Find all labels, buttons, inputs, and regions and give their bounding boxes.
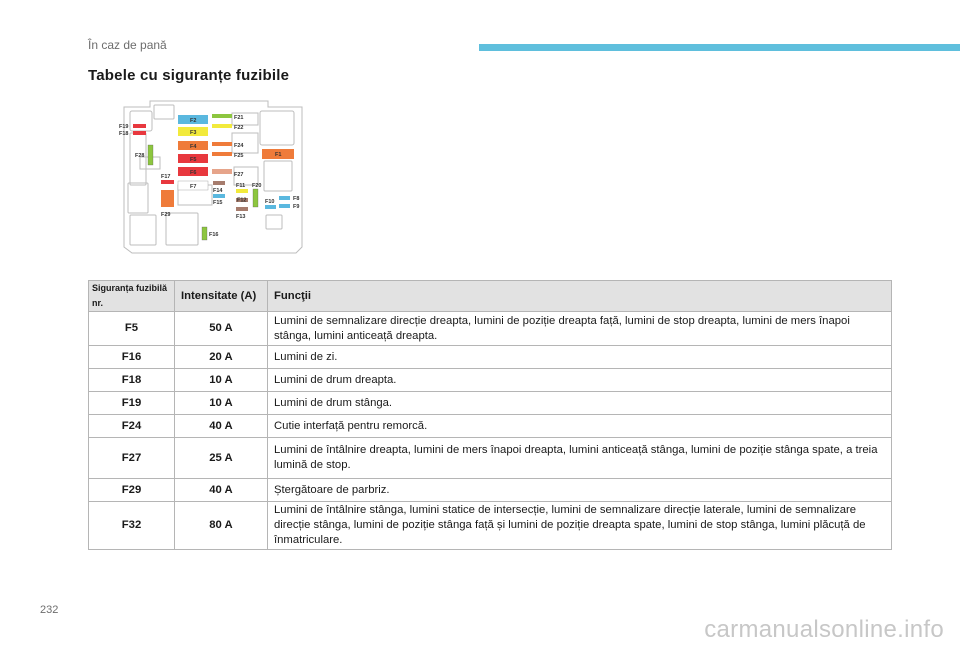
fuse-f10: [265, 205, 276, 209]
fuse-number: F5: [89, 312, 175, 346]
fuse-function: Lumini de întâlnire stânga, lumini statice de intersecție, lumini de semnalizare direcție laterale, lumini de semnalizare direcție stânga, lumini de poziție stânga față și lumini de poziție dreapta spate, lumini de stop stânga, lumini plăcuță de înmatriculare.: [268, 502, 892, 550]
fuse-number: F24: [89, 415, 175, 438]
label-f12: F12: [237, 197, 247, 204]
table-row: [89, 438, 892, 479]
housing-slot: [154, 105, 174, 119]
table-row: [89, 415, 892, 438]
housing-slot: [266, 215, 282, 229]
label-f7: F7: [190, 184, 197, 190]
label-f29: F29: [161, 212, 171, 218]
table-row: [89, 479, 892, 502]
fuse-f15: [213, 194, 225, 198]
label-f4: F4: [190, 144, 197, 150]
label-f19: F19: [119, 124, 129, 130]
fuse-amperage: 40 A: [175, 479, 268, 502]
fuse-function: Lumini de drum stânga.: [268, 392, 892, 415]
label-f27: F27: [234, 172, 244, 178]
label-f8: F8: [293, 196, 300, 202]
fuse-f8: [279, 196, 290, 200]
page-header-title: În caz de pană: [88, 38, 167, 52]
label-f10: F10: [265, 199, 275, 205]
fuse-f18: [133, 131, 146, 135]
fuse-amperage: 40 A: [175, 415, 268, 438]
fuse-table: [88, 280, 892, 550]
fuse-function: Lumini de semnalizare direcție dreapta, lumini de poziție dreapta față, lumini de stop dreapta, lumini de mers înapoi stânga, lumini anticeață dreapta.: [268, 312, 892, 346]
fuse-function: Lumini de întâlnire dreapta, lumini de mers înapoi dreapta, lumini anticeață stânga, lumini de poziție stânga spate, a treia lumină de stop.: [268, 438, 892, 479]
fuse-f24: [212, 142, 232, 146]
label-f21: F21: [234, 115, 244, 121]
fuse-function: Lumini de zi.: [268, 346, 892, 369]
fuse-f16: [202, 227, 207, 240]
fuse-f28: [148, 145, 153, 165]
label-f18: F18: [119, 131, 129, 137]
fuse-number: F16: [89, 346, 175, 369]
fuse-box-outline: [124, 101, 302, 253]
label-f11: F11: [236, 183, 246, 189]
fuse-f29: [161, 190, 174, 207]
fuse-f21: [212, 114, 232, 118]
label-f5: F5: [190, 157, 197, 163]
table-row: [89, 392, 892, 415]
housing-slot: [130, 215, 156, 245]
fuse-f11: [236, 189, 248, 193]
table-header-row: [89, 281, 892, 312]
fuse-box-diagram: [116, 97, 312, 257]
fuse-amperage: 80 A: [175, 502, 268, 550]
label-f28: F28: [135, 153, 145, 159]
label-f14: F14: [213, 188, 223, 194]
fuse-f13: [236, 207, 248, 211]
label-f2: F2: [190, 118, 197, 124]
label-f3: F3: [190, 130, 197, 136]
header-fuse-number: Siguranța fuzibilă nr.: [89, 281, 175, 312]
label-f25: F25: [234, 153, 244, 159]
page-number: 232: [40, 604, 59, 616]
fuse-number: F18: [89, 369, 175, 392]
fuse-number: F19: [89, 392, 175, 415]
fuse-number: F29: [89, 479, 175, 502]
fuse-f20: [253, 189, 258, 207]
label-f1: F1: [275, 152, 282, 158]
fuse-f14: [213, 181, 225, 185]
fuse-f22: [212, 124, 232, 128]
header-functions: Funcţii: [268, 281, 892, 312]
label-f9: F9: [293, 204, 300, 210]
label-f20: F20: [252, 183, 262, 189]
table-row: [89, 312, 892, 346]
fuse-amperage: 10 A: [175, 369, 268, 392]
table-row: [89, 346, 892, 369]
fuse-amperage: 20 A: [175, 346, 268, 369]
fuse-f19: [133, 124, 146, 128]
label-f13: F13: [236, 214, 246, 220]
fuse-amperage: 10 A: [175, 392, 268, 415]
label-f6: F6: [190, 170, 197, 176]
section-title: Tabele cu siguranțe fuzibile: [88, 67, 290, 84]
table-row: [89, 369, 892, 392]
fuse-function: Cutie interfață pentru remorcă.: [268, 415, 892, 438]
fuse-f27: [212, 169, 232, 174]
label-f15: F15: [213, 200, 223, 206]
label-f22: F22: [234, 125, 244, 131]
fuse-number: F27: [89, 438, 175, 479]
housing-slot: [260, 111, 294, 145]
fuse-function: Ștergătoare de parbriz.: [268, 479, 892, 502]
fuse-number: F32: [89, 502, 175, 550]
housing-slot: [130, 133, 146, 185]
fuse-f9: [279, 204, 290, 208]
header-amperage: Intensitate (A): [175, 281, 268, 312]
fuse-f25: [212, 152, 232, 156]
header-accent-bar: [479, 44, 960, 51]
label-f24: F24: [234, 143, 244, 149]
table-row: [89, 502, 892, 550]
housing-slot: [166, 213, 198, 245]
fuse-amperage: 25 A: [175, 438, 268, 479]
label-f17: F17: [161, 174, 171, 180]
label-f16: F16: [209, 232, 219, 238]
housing-slot: [264, 161, 292, 191]
fuse-amperage: 50 A: [175, 312, 268, 346]
fuse-function: Lumini de drum dreapta.: [268, 369, 892, 392]
housing-slot: [128, 183, 148, 213]
fuse-f17: [161, 180, 174, 184]
watermark: carmanualsonline.info: [704, 616, 944, 643]
